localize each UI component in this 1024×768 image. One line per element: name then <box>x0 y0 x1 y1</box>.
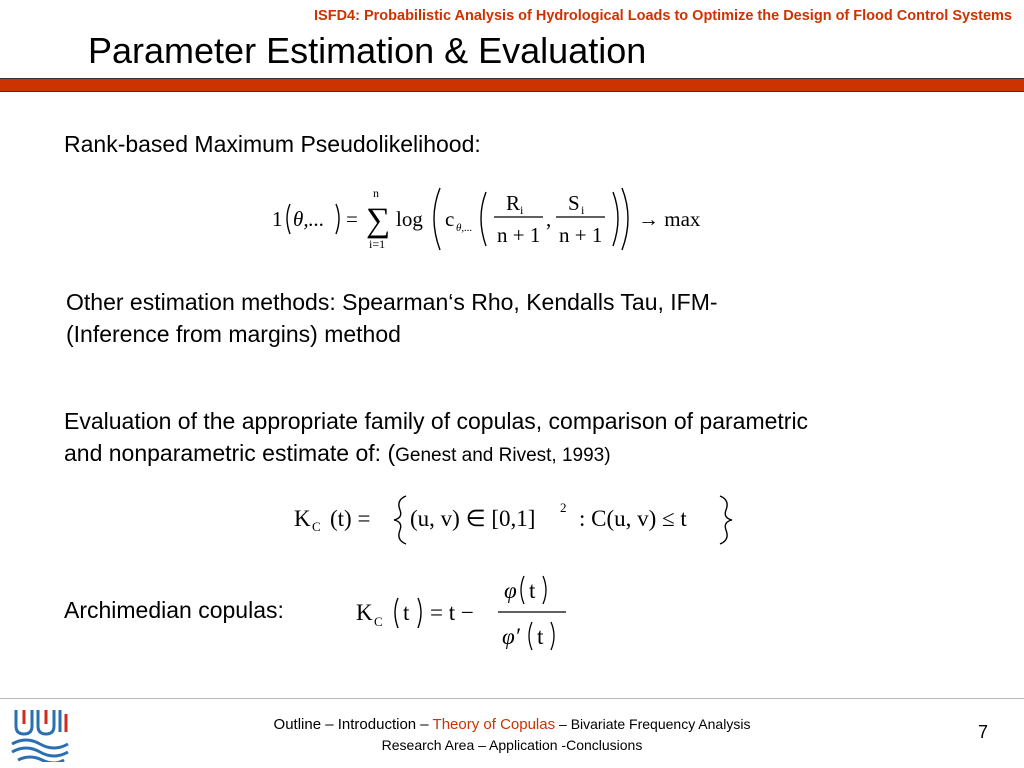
footer-divider <box>0 698 1024 699</box>
f1-rhs: → max <box>638 207 701 231</box>
paragraph-archimedian: Archimedian copulas: <box>64 597 284 623</box>
f1-log: log <box>396 207 423 231</box>
f3-k: K <box>356 600 373 625</box>
evaluation-line1: Evaluation of the appropriate family of copulas, comparison of parametric <box>64 408 809 434</box>
f1-sum-bottom: i=1 <box>369 237 386 251</box>
page-number: 7 <box>978 722 989 742</box>
f1-c: c <box>445 207 455 231</box>
f2-set-right: : C(u, v) ≤ t <box>579 506 687 531</box>
f1-frac1-num: R <box>506 191 521 215</box>
f1-c-sub: θ,... <box>456 222 473 234</box>
f1-frac1-num-sub: i <box>520 203 524 217</box>
citation: Genest and Rivest, 1993) <box>395 445 611 466</box>
footer-line2: Research Area – Application -Conclusions <box>381 737 643 753</box>
formula-kendall-function <box>290 488 740 548</box>
sum-symbol: ∑ <box>366 202 391 239</box>
conference-header: ISFD4: Probabilistic Analysis of Hydrological Loads to Optimize the Design of Flood Control Systems <box>314 8 1012 24</box>
f3-num-phi: φ <box>504 578 517 603</box>
f3-equals: = t − <box>430 600 474 625</box>
f1-theta: θ,... <box>293 207 325 231</box>
f1-sum-top: n <box>373 186 379 200</box>
footer-current-section: Theory of Copulas <box>432 716 556 733</box>
f3-arg: t <box>403 600 410 625</box>
f2-set-left: (u, v) ∈ [0,1] <box>410 506 536 531</box>
f3-k-sub: C <box>374 614 383 629</box>
formula-pseudolikelihood <box>262 180 722 258</box>
f2-set-sup: 2 <box>560 500 567 515</box>
f2-k: K <box>294 506 311 531</box>
f3-den-phi: φ′ <box>502 624 520 649</box>
footer-rest: – Bivariate Frequency Analysis <box>555 716 751 732</box>
formula-archimedian <box>352 568 582 660</box>
footer-outline: Outline – Introduction – <box>273 716 433 733</box>
title-divider-bar <box>0 78 1024 92</box>
f1-comma: , <box>546 207 552 231</box>
f1-frac2-den: n + 1 <box>559 223 603 247</box>
slide-title: Parameter Estimation & Evaluation <box>88 30 647 71</box>
f1-frac1-den: n + 1 <box>497 223 541 247</box>
f3-den-arg: t <box>537 624 544 649</box>
paragraph-pseudolikelihood: Rank-based Maximum Pseudolikelihood: <box>64 131 481 157</box>
f3-num-arg: t <box>529 578 536 603</box>
paragraph-other-methods <box>66 286 718 350</box>
other-methods-line2: (Inference from margins) method <box>66 321 401 347</box>
f2-arg: (t) = <box>330 506 371 531</box>
f1-equals: = <box>346 207 358 231</box>
f2-k-sub: C <box>312 519 321 534</box>
paragraph-evaluation <box>64 405 808 472</box>
f1-frac2-num-sub: i <box>581 203 585 217</box>
footer-navigation <box>0 714 1024 756</box>
f1-frac2-num: S <box>568 191 580 215</box>
evaluation-line2-main: and nonparametric estimate of: ( <box>64 440 396 466</box>
f1-lhs: 1 <box>272 207 283 231</box>
footer-line1 <box>0 714 1024 735</box>
other-methods-line1: Other estimation methods: Spearman‘s Rho, Kendalls Tau, IFM- <box>66 289 718 315</box>
evaluation-line2 <box>64 437 808 472</box>
